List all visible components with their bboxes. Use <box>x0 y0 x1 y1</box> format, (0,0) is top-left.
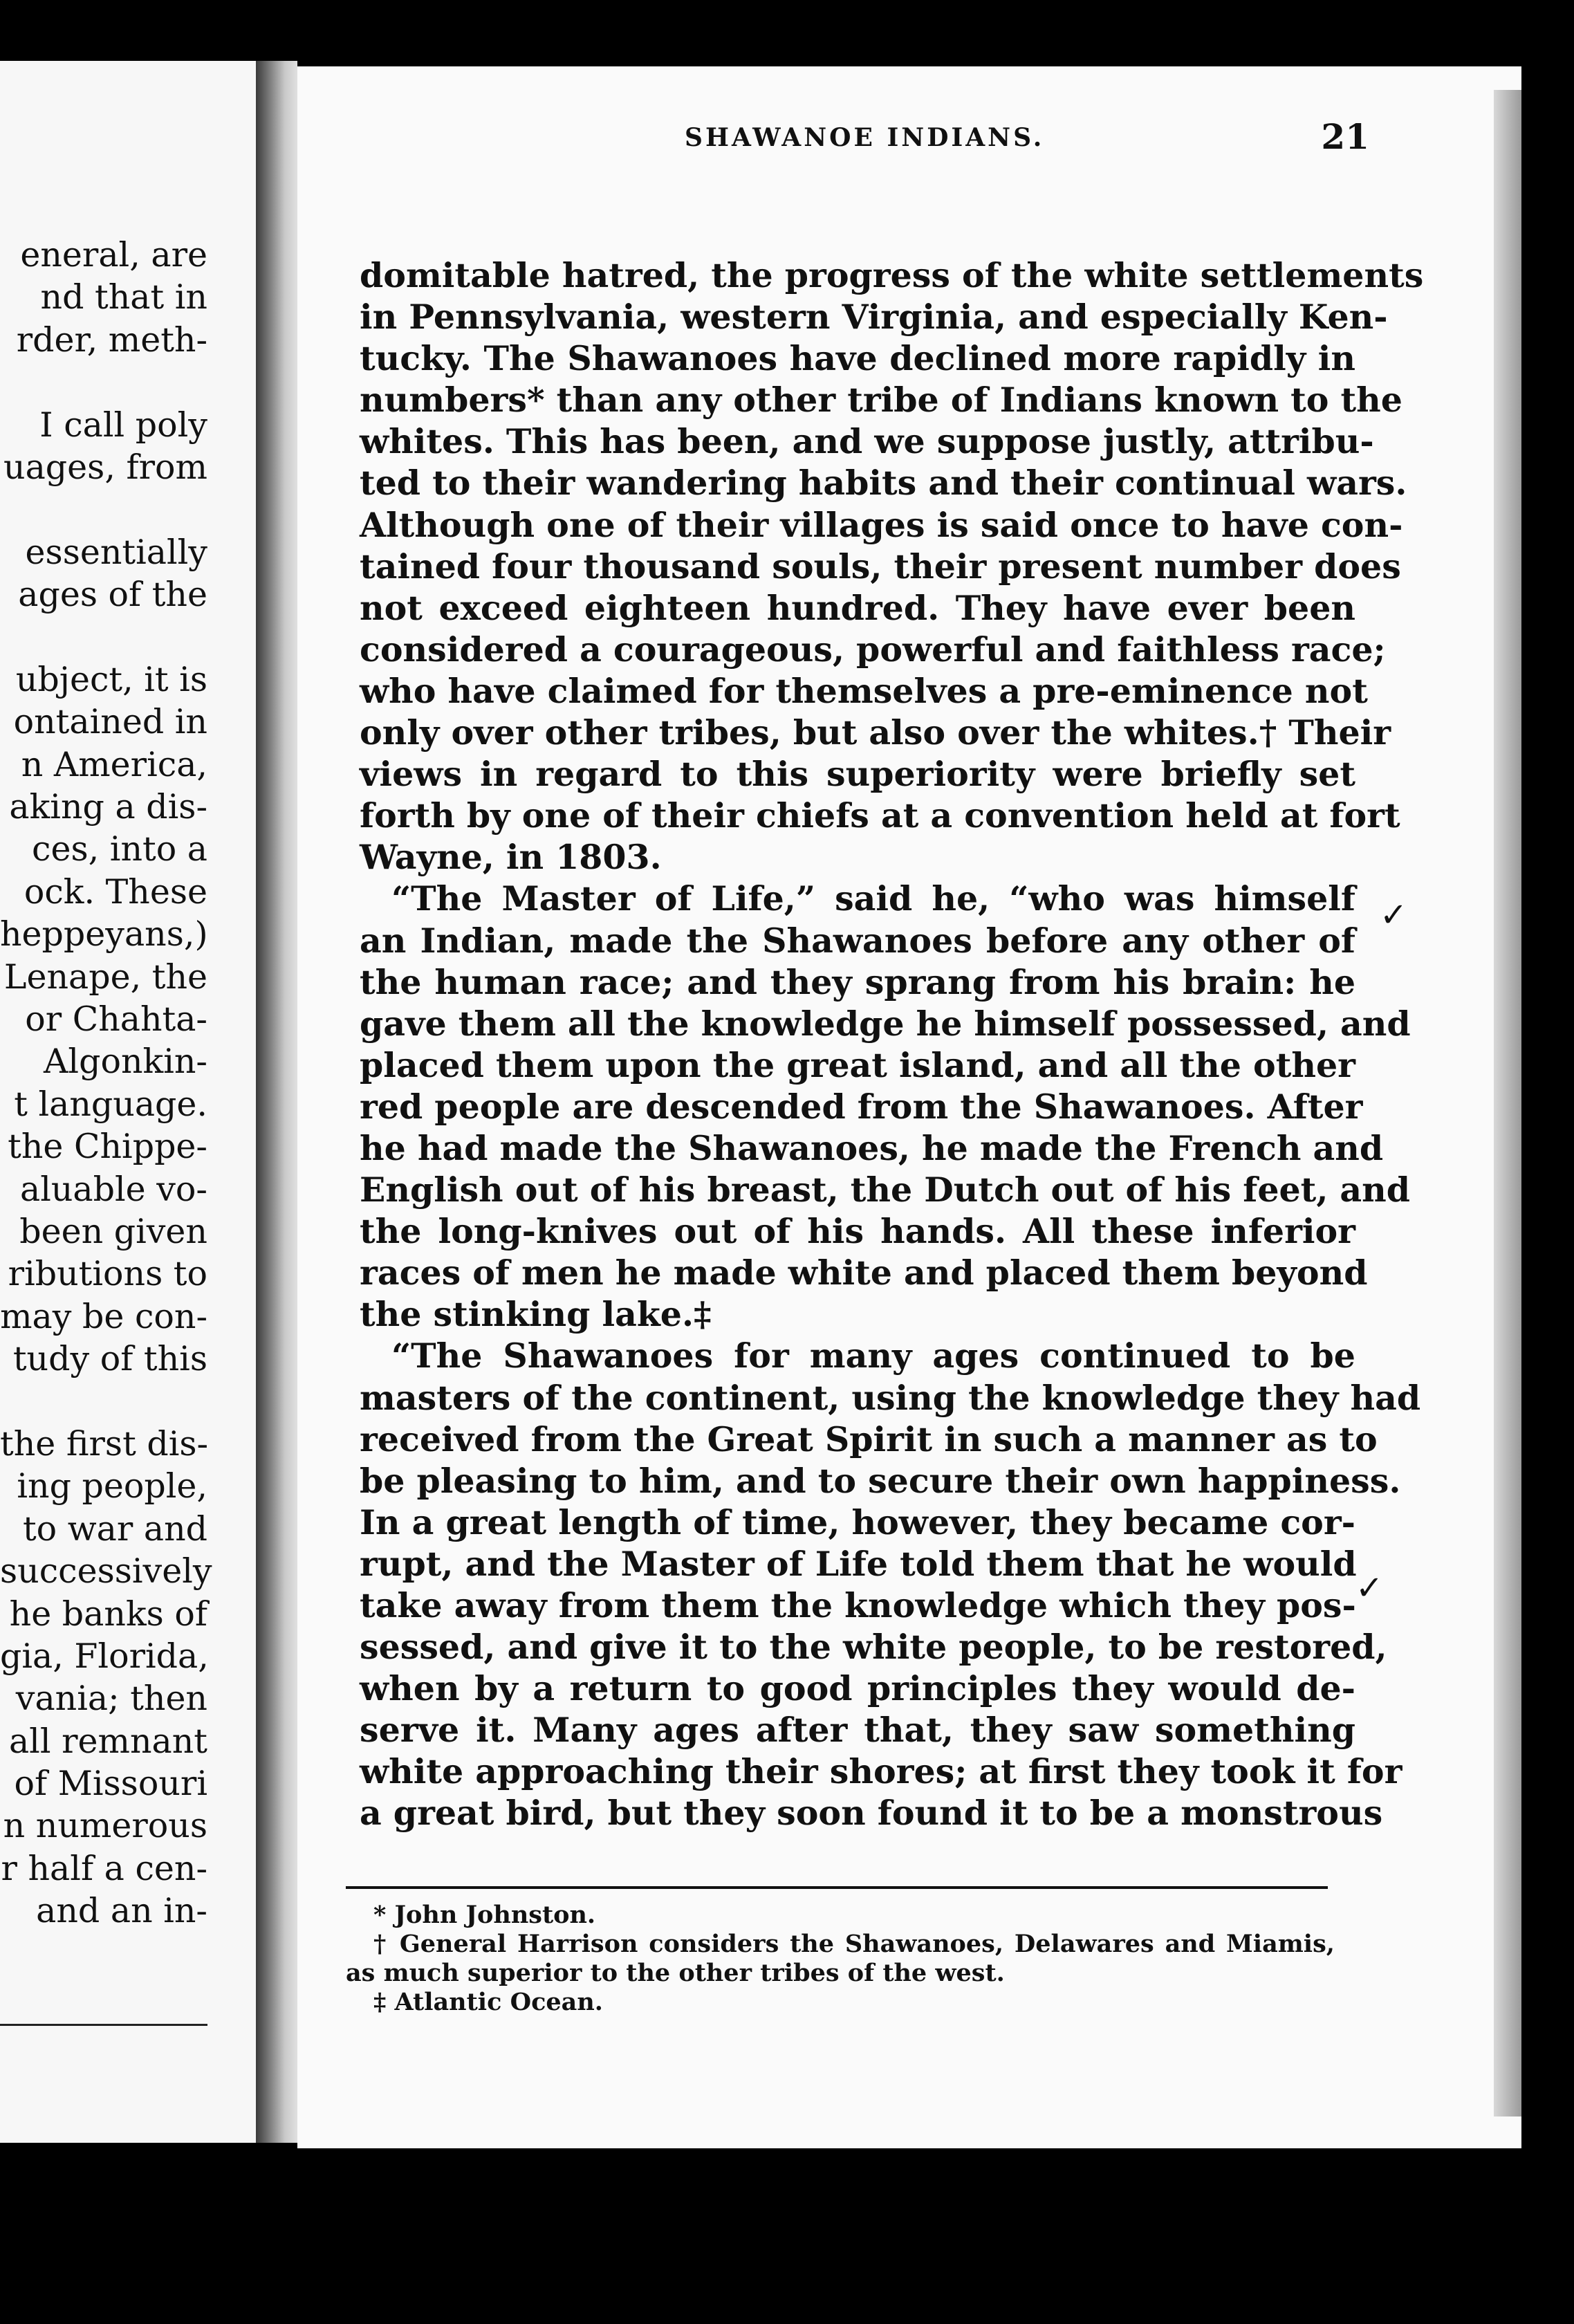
facing-page-line: ributions to <box>8 1254 207 1294</box>
facing-page-line: he banks of <box>9 1594 207 1634</box>
body-line: red people are descended from the Shawanoes. After <box>360 1086 1363 1127</box>
body-line: who have claimed for themselves a pre-eminence not <box>360 670 1368 711</box>
facing-page-line <box>0 616 207 658</box>
body-line: serve it. Many ages after that, they saw something <box>360 1710 1355 1751</box>
facing-page-line: t language. <box>14 1084 207 1124</box>
body-line: rupt, and the Master of Life told them that he would <box>360 1543 1357 1584</box>
body-line: considered a courageous, powerful and faithless race; <box>360 629 1386 670</box>
body-line: views in regard to this superiority were briefly set <box>360 754 1355 795</box>
facing-page-line: Algonkin- <box>44 1042 207 1082</box>
facing-page-line <box>0 488 207 531</box>
facing-page-line: r half a cen- <box>1 1848 207 1888</box>
footnote-rule <box>346 1886 1328 1889</box>
facing-page-line: gia, Florida, <box>0 1636 209 1676</box>
body-line: ted to their wandering habits and their continual wars. <box>360 463 1407 504</box>
facing-page-footnote-rule <box>0 2024 207 2026</box>
facing-page-line: rder, meth- <box>16 320 207 360</box>
body-line: placed them upon the great island, and all the other <box>360 1044 1355 1085</box>
facing-page-line: Lenape, the <box>3 957 207 997</box>
body-line: “The Shawanoes for many ages continued to be <box>391 1336 1355 1376</box>
body-line: take away from them the knowledge which they pos- <box>360 1585 1356 1625</box>
facing-page-line: nd that in <box>40 277 207 317</box>
body-line: tained four thousand souls, their present number does <box>360 546 1401 587</box>
facing-page-line <box>0 361 207 403</box>
body-line: Although one of their villages is said once to have con- <box>360 504 1403 545</box>
body-line: received from the Great Spirit in such a manner as to <box>360 1419 1378 1459</box>
footnotes <box>346 1901 1335 2017</box>
facing-page-line: may be con- <box>0 1296 207 1336</box>
facing-page-line: tudy of this <box>12 1339 207 1379</box>
facing-page-line: all remnant <box>8 1721 207 1761</box>
body-line: “The Master of Life,” said he, “who was himself <box>391 878 1355 919</box>
facing-page-line: ock. These <box>24 872 207 912</box>
body-line: be pleasing to him, and to secure their own happiness. <box>360 1460 1401 1501</box>
footnote-2-line-1: † General Harrison considers the Shawanoes, Delawares and Miamis, <box>373 1930 1335 1958</box>
facing-page-line <box>0 1381 207 1423</box>
facing-page-line: ces, into a <box>32 829 207 869</box>
body-line: in Pennsylvania, western Virginia, and especially Ken- <box>360 297 1388 338</box>
body-line: the human race; and they sprang from his brain: he <box>360 961 1355 1002</box>
body-line: the long-knives out of his hands. All these inferior <box>360 1211 1355 1252</box>
body-line: forth by one of their chiefs at a convention held at fort <box>360 795 1400 836</box>
book-gutter <box>256 61 297 2143</box>
body-line: the stinking lake.‡ <box>360 1294 712 1335</box>
body-line: sessed, and give it to the white people, to be restored, <box>360 1627 1387 1668</box>
body-line: gave them all the knowledge he himself possessed, and <box>360 1003 1411 1044</box>
body-line: white approaching their shores; at first they took it for <box>360 1751 1402 1792</box>
facing-page-line: been given <box>19 1211 207 1251</box>
running-head-title: SHAWANOE INDIANS. <box>685 123 1045 152</box>
footnote-3: ‡ Atlantic Ocean. <box>373 1988 603 2016</box>
facing-page-text <box>0 234 212 1933</box>
facing-page-line: heppeyans,) <box>0 914 208 954</box>
body-line: whites. This has been, and we suppose justly, attribu- <box>360 421 1374 462</box>
facing-page-line: n numerous <box>3 1806 207 1846</box>
body-line: masters of the continent, using the knowledge they had <box>360 1377 1421 1418</box>
body-line: races of men he made white and placed them beyond <box>360 1253 1368 1293</box>
body-line: he had made the Shawanoes, he made the French and <box>360 1127 1384 1168</box>
facing-page-line: ages of the <box>18 575 207 615</box>
footnote-2-line-2: as much superior to the other tribes of the west. <box>346 1959 1005 1987</box>
facing-page-left <box>0 61 256 2143</box>
facing-page-line: or Chahta- <box>25 999 207 1040</box>
body-line: only over other tribes, but also over the whites.† Their <box>360 712 1391 753</box>
facing-page-line: aking a dis- <box>9 787 207 827</box>
facing-page-line: of Missouri <box>14 1764 207 1804</box>
facing-page-line: to war and <box>22 1509 207 1549</box>
facing-page-line: ubject, it is <box>15 659 207 699</box>
page-edge-shadow <box>1494 90 1521 2116</box>
facing-page-line: the first dis- <box>0 1423 209 1464</box>
facing-page-line: aluable vo- <box>19 1169 207 1209</box>
body-line: tucky. The Shawanoes have declined more rapidly in <box>360 338 1355 379</box>
footnote-1: * John Johnston. <box>373 1901 596 1929</box>
body-line: Wayne, in 1803. <box>360 837 662 878</box>
body-line: English out of his breast, the Dutch out of his feet, and <box>360 1170 1411 1210</box>
facing-page-line: I call poly <box>39 405 207 445</box>
facing-page-line: ing people, <box>17 1466 207 1506</box>
body-line: an Indian, made the Shawanoes before any other of <box>360 920 1355 961</box>
body-text <box>360 255 1424 1834</box>
margin-check-mark: ✓ <box>1355 1569 1384 1607</box>
facing-page-line: eneral, are <box>20 235 207 275</box>
facing-page-line: and an in- <box>36 1891 207 1931</box>
facing-page-line: essentially <box>25 532 207 572</box>
margin-check-mark: ✓ <box>1380 896 1408 934</box>
body-line: domitable hatred, the progress of the white settlements <box>360 255 1424 295</box>
page-number: 21 <box>1321 116 1369 157</box>
body-line: numbers* than any other tribe of Indians known to the <box>360 380 1402 421</box>
body-line: when by a return to good principles they would de- <box>360 1668 1355 1709</box>
facing-page-line: n America, <box>21 744 207 784</box>
facing-page-line: successively <box>0 1551 212 1592</box>
facing-page-line: vania; then <box>15 1679 207 1719</box>
body-line: a great bird, but they soon found it to be a monstrous <box>360 1793 1383 1834</box>
facing-page-line: the Chippe- <box>8 1127 207 1167</box>
body-line: In a great length of time, however, they became cor- <box>360 1502 1355 1542</box>
body-line: not exceed eighteen hundred. They have ever been <box>360 587 1355 628</box>
facing-page-line: ontained in <box>13 702 207 742</box>
facing-page-line: uages, from <box>3 447 207 487</box>
